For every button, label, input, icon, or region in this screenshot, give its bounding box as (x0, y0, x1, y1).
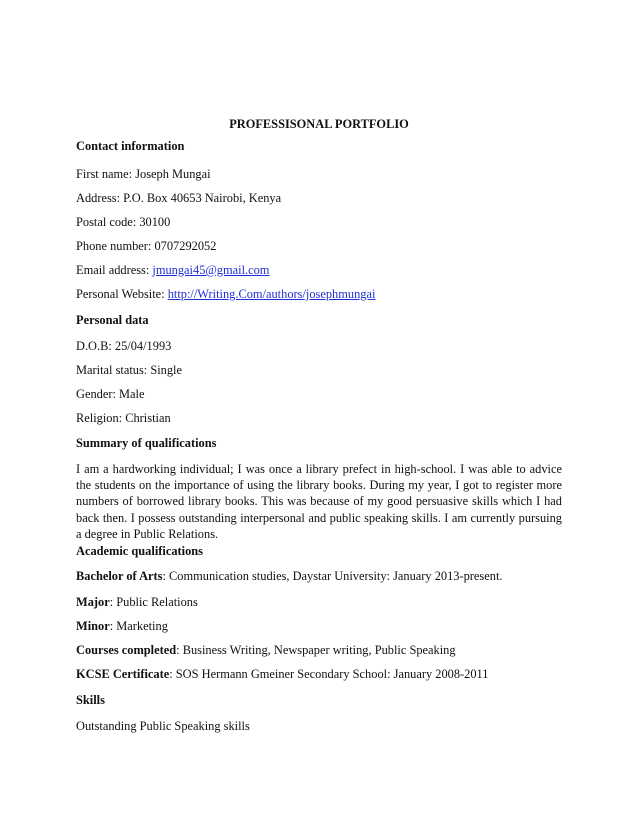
marital-line: Marital status: Single (76, 363, 182, 377)
kcse-line (76, 666, 488, 682)
postal-code-line: Postal code: 30100 (76, 215, 171, 229)
minor-line (76, 618, 168, 634)
email-line (76, 262, 269, 278)
website-line (76, 286, 375, 302)
address-line: Address: P.O. Box 40653 Nairobi, Kenya (76, 191, 282, 205)
bachelor-line (76, 568, 503, 584)
academic-heading: Academic qualifications (76, 544, 203, 558)
bachelor-label: Bachelor of Arts (76, 569, 163, 583)
personal-heading: Personal data (76, 313, 149, 327)
website-link[interactable]: http://Writing.Com/authors/josephmungai (167, 287, 376, 301)
bachelor-value: : Communication studies, Daystar University: January 2013-present. (162, 569, 503, 583)
summary-paragraph: I am a hardworking individual; I was once a library prefect in high-school. I was able to advice the students on the importance of using the library books. During my year, I got to register more numbers of borrowed library books. This was because of my good persuasive skills which I had back then. I possess outstanding interpersonal and public speaking skills. I am currently pursuing a degree in Public Relations. (76, 462, 562, 541)
first-name-line: First name: Joseph Mungai (76, 167, 211, 181)
website-label: Personal Website: (76, 287, 168, 301)
courses-line (76, 642, 456, 658)
email-link[interactable]: jmungai45@gmail.com (152, 263, 270, 277)
major-line (76, 594, 198, 610)
minor-label: Minor (76, 619, 110, 633)
kcse-label: KCSE Certificate (76, 667, 170, 681)
email-label: Email address: (76, 263, 153, 277)
skills-heading: Skills (76, 693, 105, 707)
major-label: Major (76, 595, 110, 609)
minor-value: : Marketing (109, 619, 168, 633)
contact-heading: Contact information (76, 139, 185, 153)
summary-heading: Summary of qualifications (76, 436, 217, 450)
kcse-value: : SOS Hermann Gmeiner Secondary School: January 2008-2011 (169, 667, 489, 681)
skill-item-1: Outstanding Public Speaking skills (76, 719, 250, 733)
gender-line: Gender: Male (76, 387, 145, 401)
phone-line: Phone number: 0707292052 (76, 239, 217, 253)
religion-line: Religion: Christian (76, 411, 171, 425)
courses-value: : Business Writing, Newspaper writing, Public Speaking (176, 643, 456, 657)
document-title: PROFESSISONAL PORTFOLIO (229, 117, 409, 131)
courses-label: Courses completed (76, 643, 177, 657)
dob-line: D.O.B: 25/04/1993 (76, 339, 172, 353)
major-value: : Public Relations (109, 595, 198, 609)
